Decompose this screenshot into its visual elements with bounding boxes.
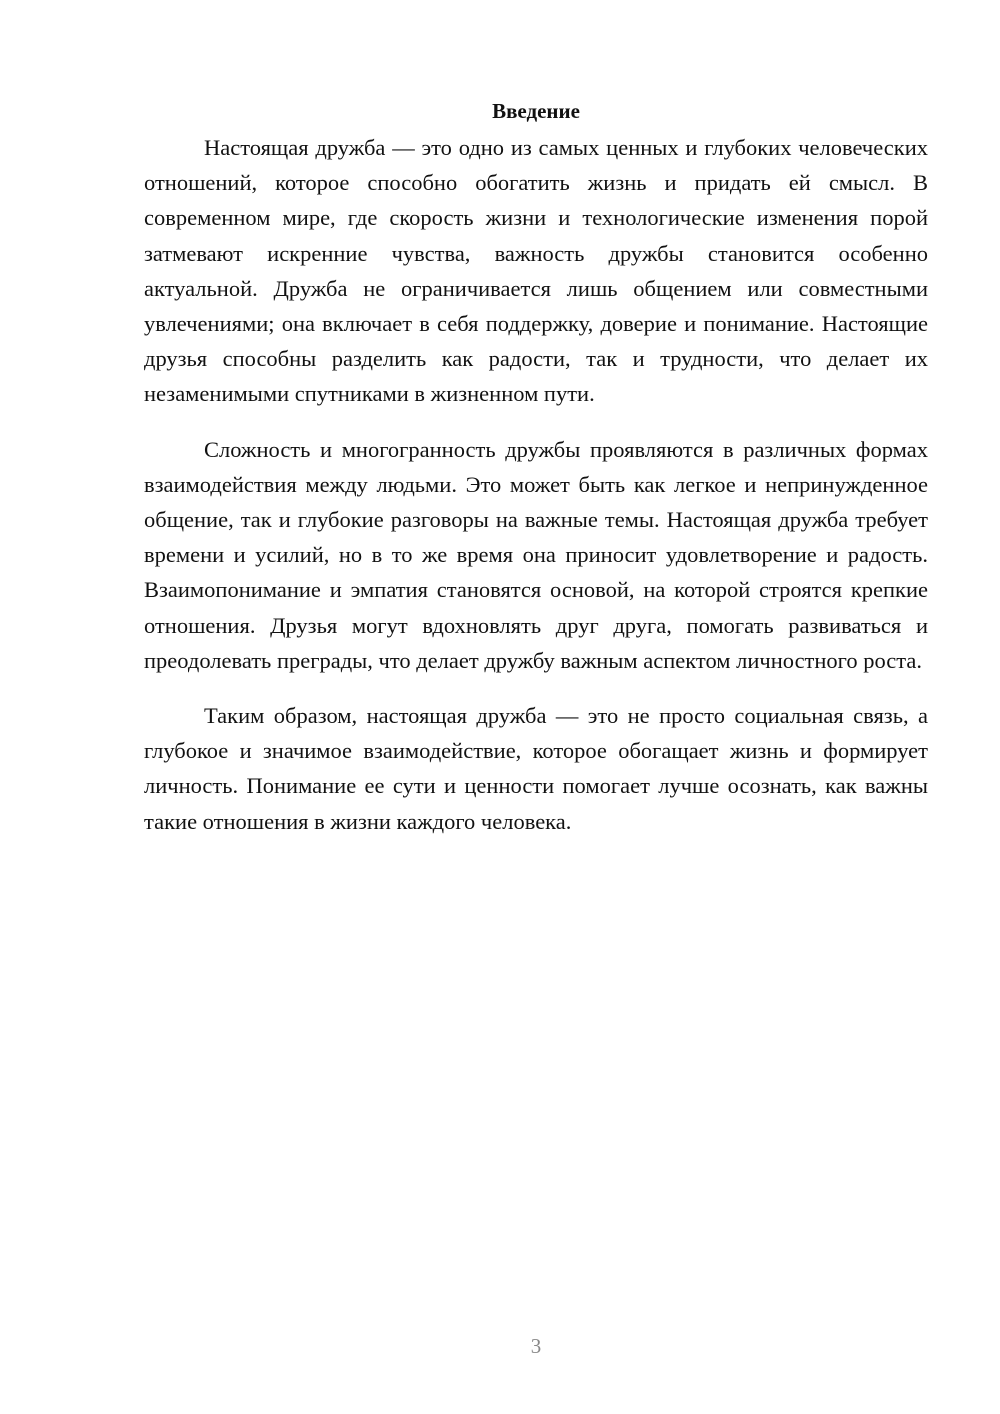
page-content <box>144 96 928 859</box>
paragraph-2: Сложность и многогранность дружбы проявляются в различных формах взаимодействия между людьми. Это может быть как легкое и непринужденное общение, так и глубокие разговоры на важные темы. Настоящая дружба требует времени и усилий, но в то же время она приносит удовлетворение и радость. Взаимопонимание и эмпатия становятся основой, на которой строятся крепкие отношения. Друзья могут вдохновлять друг друга, помогать развиваться и преодолевать преграды, что делает дружбу важным аспектом личностного роста. <box>144 436 928 673</box>
section-heading: Введение <box>492 99 580 123</box>
paragraph-1: Настоящая дружба — это одно из самых ценных и глубоких человеческих отношений, которое способно обогатить жизнь и придать ей смысл. В современном мире, где скорость жизни и технологические изменения порой затмевают искренние чувства, важность дружбы становится особенно актуальной. Дружба не ограничивается лишь общением или совместными увлечениями; она включает в себя поддержку, доверие и понимание. Настоящие друзья способны разделить как радости, так и трудности, что делает их незаменимыми спутниками в жизненном пути. <box>144 135 928 407</box>
page-number: 3 <box>530 1334 542 1358</box>
paragraph-3: Таким образом, настоящая дружба — это не просто социальная связь, а глубокое и значимое взаимодействие, которое обогащает жизнь и формирует личность. Понимание ее сути и ценности помогает лучше осознать, как важны такие отношения в жизни каждого человека. <box>144 703 928 834</box>
